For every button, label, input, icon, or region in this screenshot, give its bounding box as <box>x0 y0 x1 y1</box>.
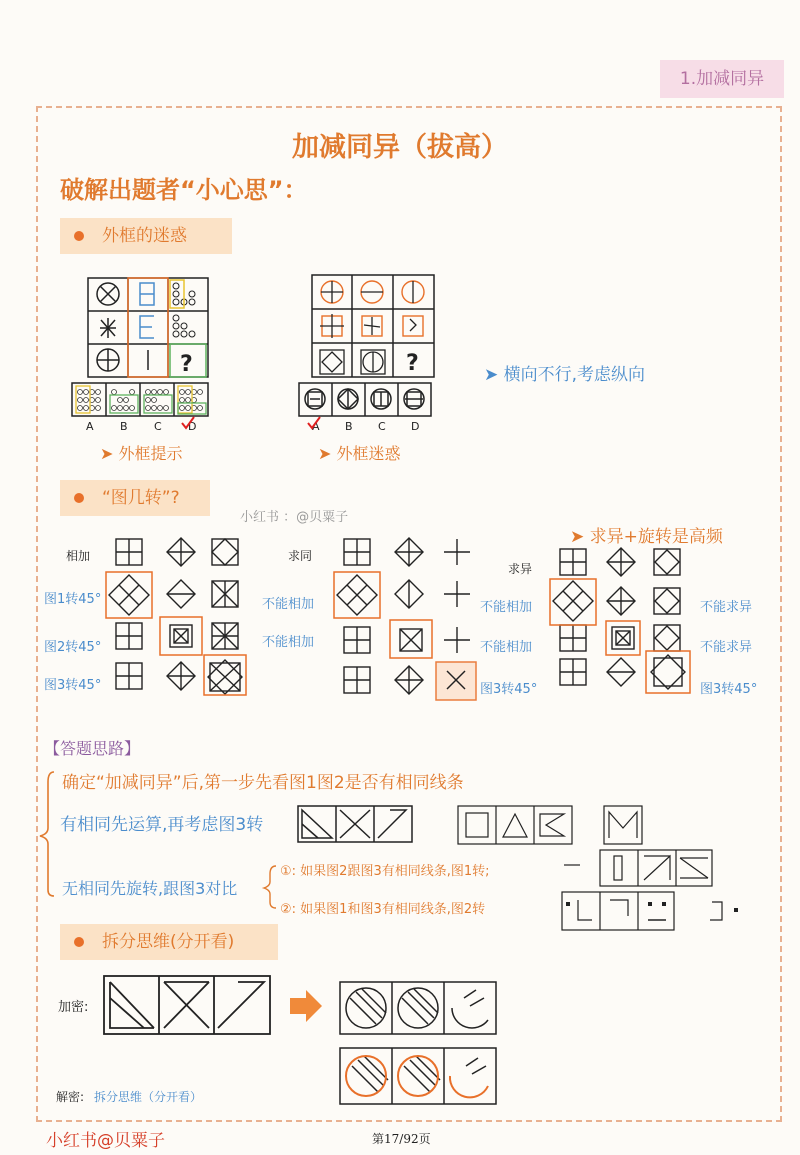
section-heading: 拆分思维(分开看) <box>102 932 235 952</box>
note-vertical: ➤ 横向不行,考虑纵向 <box>484 365 646 385</box>
col-label-add: 相加 <box>66 549 91 563</box>
right-label-2: 不能相加 <box>480 640 533 655</box>
section-heading: 外框的迷惑 <box>102 226 187 246</box>
mid-label-2: 不能相加 <box>262 635 315 650</box>
option-label-a-right: A <box>312 420 320 433</box>
bullet-dot-icon <box>74 937 84 947</box>
option-label-c-right: C <box>378 420 386 433</box>
checkmark-icon <box>307 416 321 430</box>
step-line-1: 确定“加减同异”后,第一步先看图1图2是否有相同线条 <box>62 773 464 793</box>
right-label-3: 图3转45° <box>480 682 538 697</box>
mid-label-1: 不能相加 <box>262 597 315 612</box>
split-figures <box>104 976 504 1116</box>
label-decrypt: 解密: <box>56 1090 85 1104</box>
rotation-figures-diff <box>548 545 698 705</box>
question-mark: ? <box>180 352 193 377</box>
right-label-1: 不能相加 <box>480 600 533 615</box>
far-label-2: 不能求异 <box>700 640 753 655</box>
sub-rule-2: ②: 如果图1和图3有相同线条,图2转 <box>280 902 486 917</box>
caption-outer-hint: ➤ 外框提示 <box>100 444 183 463</box>
label-encrypt: 加密: <box>58 1000 89 1015</box>
far-label-3: 图3转45° <box>700 682 758 697</box>
option-label-b: B <box>120 420 128 433</box>
option-label-c: C <box>154 420 162 433</box>
option-label-a: A <box>86 420 94 433</box>
options-row-right <box>299 383 433 417</box>
rotation-figures-add <box>104 535 254 700</box>
far-label-1: 不能求异 <box>700 600 753 615</box>
bullet-dot-icon <box>74 231 84 241</box>
bullet-dot-icon <box>74 493 84 503</box>
decrypt-text: 拆分思维（分开看） <box>94 1090 203 1104</box>
page-subtitle: 破解出题者“小心思”： <box>60 176 308 204</box>
page-title: 加减同异（拔高） <box>292 132 508 163</box>
checkmark-icon <box>181 416 195 430</box>
step-line-3: 无相同先旋转,跟图3对比 <box>62 879 238 898</box>
high-frequency-note: ➤ 求异+旋转是高频 <box>570 527 723 547</box>
col-label-diff: 求异 <box>508 562 533 576</box>
option-label-b-right: B <box>345 420 353 433</box>
rotation-figures-same <box>330 535 480 705</box>
watermark: 小红书 ：@贝粟子 <box>240 510 349 525</box>
chapter-tag: 1.加减同异 <box>660 60 784 98</box>
step-line-2: 有相同先运算,再考虑图3转 <box>60 815 264 835</box>
col-label-same: 求同 <box>288 549 313 563</box>
sub-rule-1: ①: 如果图2跟图3有相同线条,图1转; <box>280 864 490 879</box>
puzzle-grid-left <box>88 278 210 378</box>
svg-text:?: ? <box>406 351 419 376</box>
option-label-d: D <box>188 420 197 433</box>
puzzle-grid-right <box>312 275 436 379</box>
step-figures <box>298 806 778 936</box>
answer-heading: 【答题思路】 <box>44 739 141 758</box>
footer-brand: 小红书@贝粟子 <box>46 1131 165 1151</box>
section-heading: “图几转”? <box>102 488 180 508</box>
section-rotation <box>60 480 210 516</box>
caption-outer-confuse: ➤ 外框迷惑 <box>318 444 401 463</box>
row-label-3: 图3转45° <box>44 678 102 693</box>
options-row-left <box>72 383 212 417</box>
section-outer-frame <box>60 218 232 254</box>
option-label-d-right: D <box>411 420 420 433</box>
row-label-2: 图2转45° <box>44 640 102 655</box>
row-label-1: 图1转45° <box>44 592 102 607</box>
page-number: 第17/92页 <box>372 1132 431 1146</box>
section-split <box>60 924 278 960</box>
